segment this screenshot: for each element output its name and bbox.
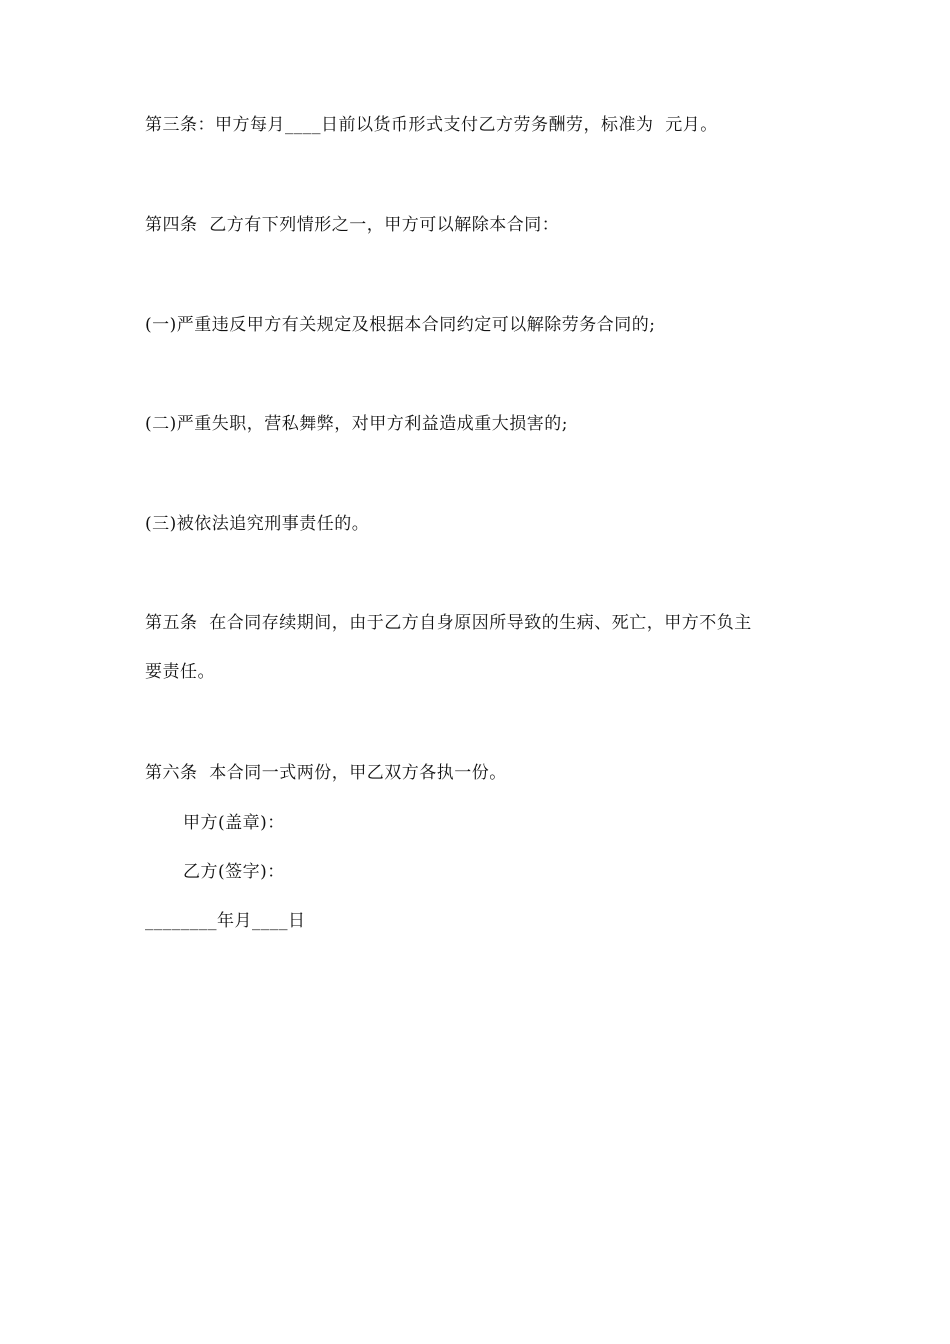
article-5-line-1: 第五条 在合同存续期间，由于乙方自身原因所导致的生病、死亡，甲方不负主	[145, 613, 752, 633]
party-a-seal: 甲方(盖章)：	[183, 813, 285, 833]
article-4-item-3: (三)被依法追究刑事责任的。	[145, 514, 370, 534]
article-5-line-2: 要责任。	[145, 662, 215, 682]
date-line: ________年月____日	[145, 911, 306, 931]
article-4-heading: 第四条 乙方有下列情形之一，甲方可以解除本合同：	[145, 215, 560, 235]
article-3: 第三条：甲方每月____日前以货币形式支付乙方劳务酬劳，标准为 元月。	[145, 115, 718, 135]
article-4-item-1: (一)严重违反甲方有关规定及根据本合同约定可以解除劳务合同的;	[145, 315, 656, 335]
party-b-signature: 乙方(签字)：	[183, 862, 285, 882]
article-6: 第六条 本合同一式两份，甲乙双方各执一份。	[145, 763, 507, 783]
article-4-item-2: (二)严重失职，营私舞弊，对甲方利益造成重大损害的;	[145, 414, 568, 434]
